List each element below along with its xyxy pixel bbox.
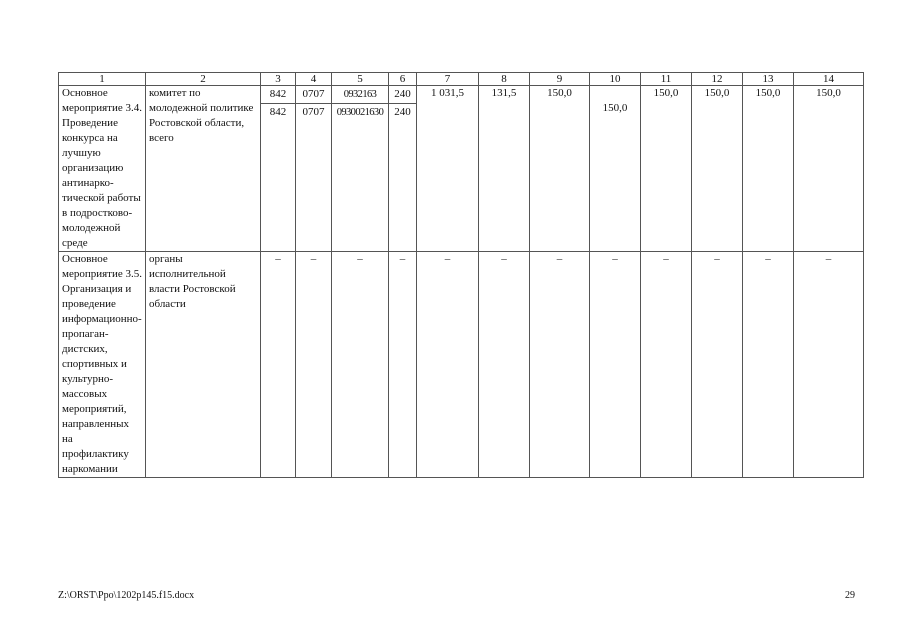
header-cell: 12	[692, 73, 743, 86]
header-cell: 13	[743, 73, 794, 86]
cell-col9: 150,0	[530, 86, 590, 252]
executor: комитет по молодежной политике Ростовской области, всего	[146, 86, 261, 252]
cell-col13: 150,0	[743, 86, 794, 252]
dash: –	[444, 253, 451, 265]
cell-col8: 131,5	[479, 86, 530, 252]
cell-col8	[479, 252, 530, 478]
measure-name: Основное мероприятие 3.5. Организация и проведение информационно-пропаган-дистских, спортивных и культурно-массовых мероприятий, направленных на профилактику наркомании	[59, 252, 146, 478]
dash: –	[612, 253, 618, 265]
header-cell: 1	[59, 73, 146, 86]
header-cell: 9	[530, 73, 590, 86]
value: 150,0	[602, 102, 628, 114]
value: 0932163	[332, 86, 388, 104]
cell-col4	[296, 86, 332, 252]
cell-col6	[389, 252, 417, 478]
value: 842	[269, 106, 287, 118]
table-row	[59, 252, 864, 478]
dash: –	[357, 253, 363, 265]
budget-table	[58, 72, 864, 478]
dash: –	[556, 253, 563, 265]
dash: –	[275, 253, 281, 265]
dash: –	[825, 253, 832, 265]
cell-col6	[389, 86, 417, 252]
value: 240	[394, 106, 411, 118]
value: 240	[389, 86, 416, 104]
header-cell: 8	[479, 73, 530, 86]
cell-col11: 150,0	[641, 86, 692, 252]
header-cell: 2	[146, 73, 261, 86]
measure-name: Основное мероприятие 3.4. Проведение конкурса на лучшую организацию антинарко-тической работы в подростково-молодежной среде	[59, 86, 146, 252]
page-number: 29	[845, 590, 855, 601]
cell-col3	[261, 252, 296, 478]
cell-col5	[332, 252, 389, 478]
table-row	[59, 86, 864, 252]
value: 0707	[302, 106, 325, 118]
header-cell: 6	[389, 73, 417, 86]
header-cell: 10	[590, 73, 641, 86]
dash: –	[399, 253, 406, 265]
header-cell: 7	[417, 73, 479, 86]
executor: органы исполнительной власти Ростовской области	[146, 252, 261, 478]
header-cell: 4	[296, 73, 332, 86]
header-cell: 5	[332, 73, 389, 86]
value: 0930021630	[336, 107, 384, 118]
file-path: Z:\ORST\Ppo\1202p145.f15.docx	[58, 590, 195, 601]
cell-col11	[641, 252, 692, 478]
cell-col10	[590, 252, 641, 478]
header-cell: 3	[261, 73, 296, 86]
cell-col7: 1 031,5	[417, 86, 479, 252]
dash: –	[663, 253, 669, 265]
cell-col14: 150,0	[794, 86, 864, 252]
cell-col5	[332, 86, 389, 252]
dash: –	[310, 253, 317, 265]
cell-col4	[296, 252, 332, 478]
cell-col14	[794, 252, 864, 478]
dash: –	[765, 253, 771, 265]
header-cell: 14	[794, 73, 864, 86]
cell-col10	[590, 86, 641, 252]
cell-col9	[530, 252, 590, 478]
header-cell: 11	[641, 73, 692, 86]
cell-col3	[261, 86, 296, 252]
value: 842	[261, 86, 295, 104]
dash: –	[714, 253, 720, 265]
dash: –	[501, 253, 507, 265]
cell-col7	[417, 252, 479, 478]
header-row	[59, 73, 864, 86]
cell-col12	[692, 252, 743, 478]
cell-col12: 150,0	[692, 86, 743, 252]
value: 0707	[296, 86, 331, 104]
cell-col13	[743, 252, 794, 478]
